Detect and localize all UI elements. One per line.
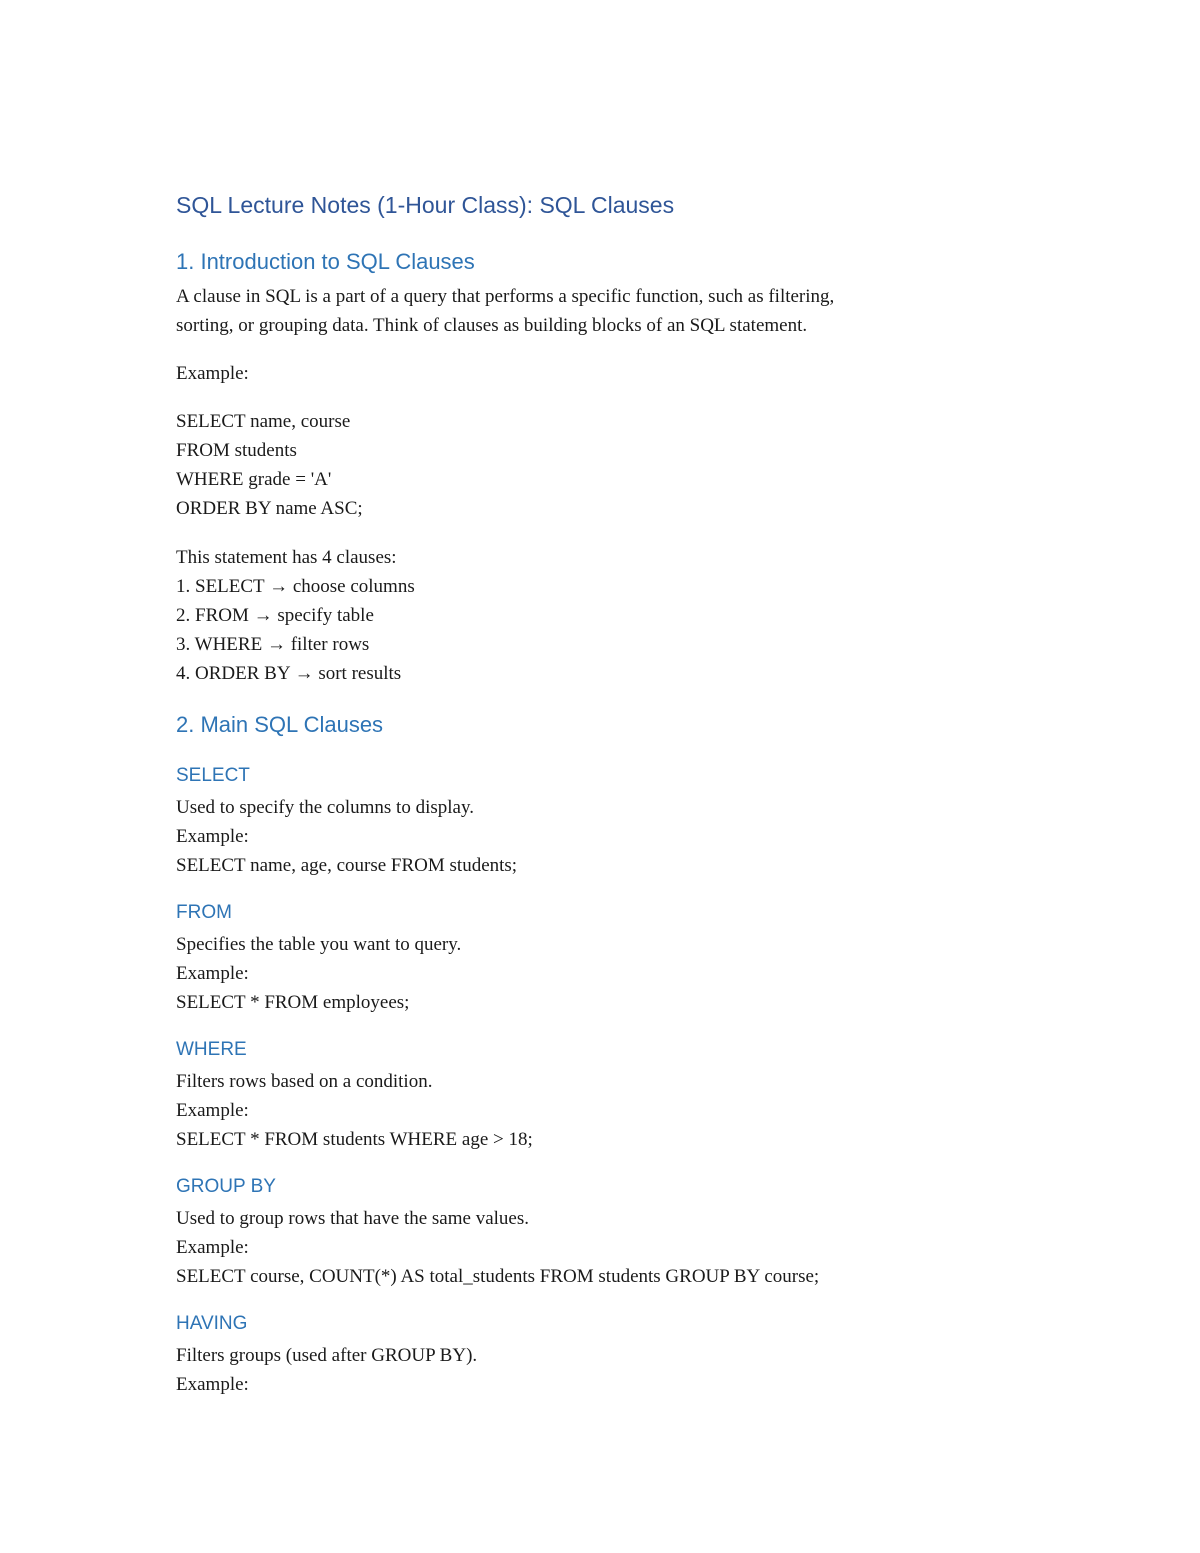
section-heading-intro: 1. Introduction to SQL Clauses — [176, 249, 475, 274]
example-code: SELECT name, age, course FROM students; — [176, 855, 518, 876]
clauses-list — [176, 543, 415, 688]
clause-block-from — [176, 930, 461, 1017]
section-heading-main: 2. Main SQL Clauses — [176, 712, 384, 737]
example-code: SELECT course, COUNT(*) AS total_students FROM students GROUP BY course; — [176, 1266, 820, 1287]
intro-example-label: Example: — [176, 363, 249, 384]
clause-block-select — [176, 793, 517, 880]
example-label: Example: — [176, 826, 249, 847]
clause-list-item: 2. FROM → specify table — [176, 605, 374, 626]
clause-heading-where: WHERE — [176, 1039, 247, 1060]
code-line: ORDER BY name ASC; — [176, 498, 363, 519]
clause-heading-from: FROM — [176, 902, 232, 923]
example-label: Example: — [176, 1237, 249, 1258]
code-line: WHERE grade = 'A' — [176, 469, 332, 490]
intro-code-block — [176, 407, 363, 523]
example-label: Example: — [176, 963, 249, 984]
clause-block-having — [176, 1341, 477, 1399]
clause-heading-having: HAVING — [176, 1313, 248, 1334]
clauses-intro-text: This statement has 4 clauses: — [176, 547, 397, 568]
clause-description: Used to specify the columns to display. — [176, 797, 474, 818]
example-code: SELECT * FROM students WHERE age > 18; — [176, 1129, 533, 1150]
intro-paragraph-line: A clause in SQL is a part of a query that performs a specific function, such as filtering, — [176, 286, 835, 307]
example-code: SELECT * FROM employees; — [176, 992, 410, 1013]
clause-list-item: 4. ORDER BY → sort results — [176, 663, 402, 684]
document-title: SQL Lecture Notes (1-Hour Class): SQL Clauses — [176, 192, 675, 218]
clause-block-group-by — [176, 1204, 819, 1291]
example-label: Example: — [176, 1100, 249, 1121]
intro-paragraph-line: sorting, or grouping data. Think of clauses as building blocks of an SQL statement. — [176, 315, 808, 336]
code-line: SELECT name, course — [176, 411, 351, 432]
intro-paragraph — [176, 282, 834, 340]
example-label: Example: — [176, 1374, 249, 1395]
clause-heading-select: SELECT — [176, 765, 250, 786]
clause-description: Used to group rows that have the same values. — [176, 1208, 529, 1229]
clause-description: Specifies the table you want to query. — [176, 934, 462, 955]
clause-list-item: 3. WHERE → filter rows — [176, 634, 370, 655]
clause-description: Filters rows based on a condition. — [176, 1071, 433, 1092]
clause-description: Filters groups (used after GROUP BY). — [176, 1345, 478, 1366]
code-line: FROM students — [176, 440, 297, 461]
clause-list-item: 1. SELECT → choose columns — [176, 576, 415, 597]
clause-block-where — [176, 1067, 533, 1154]
clause-heading-group-by: GROUP BY — [176, 1176, 276, 1197]
